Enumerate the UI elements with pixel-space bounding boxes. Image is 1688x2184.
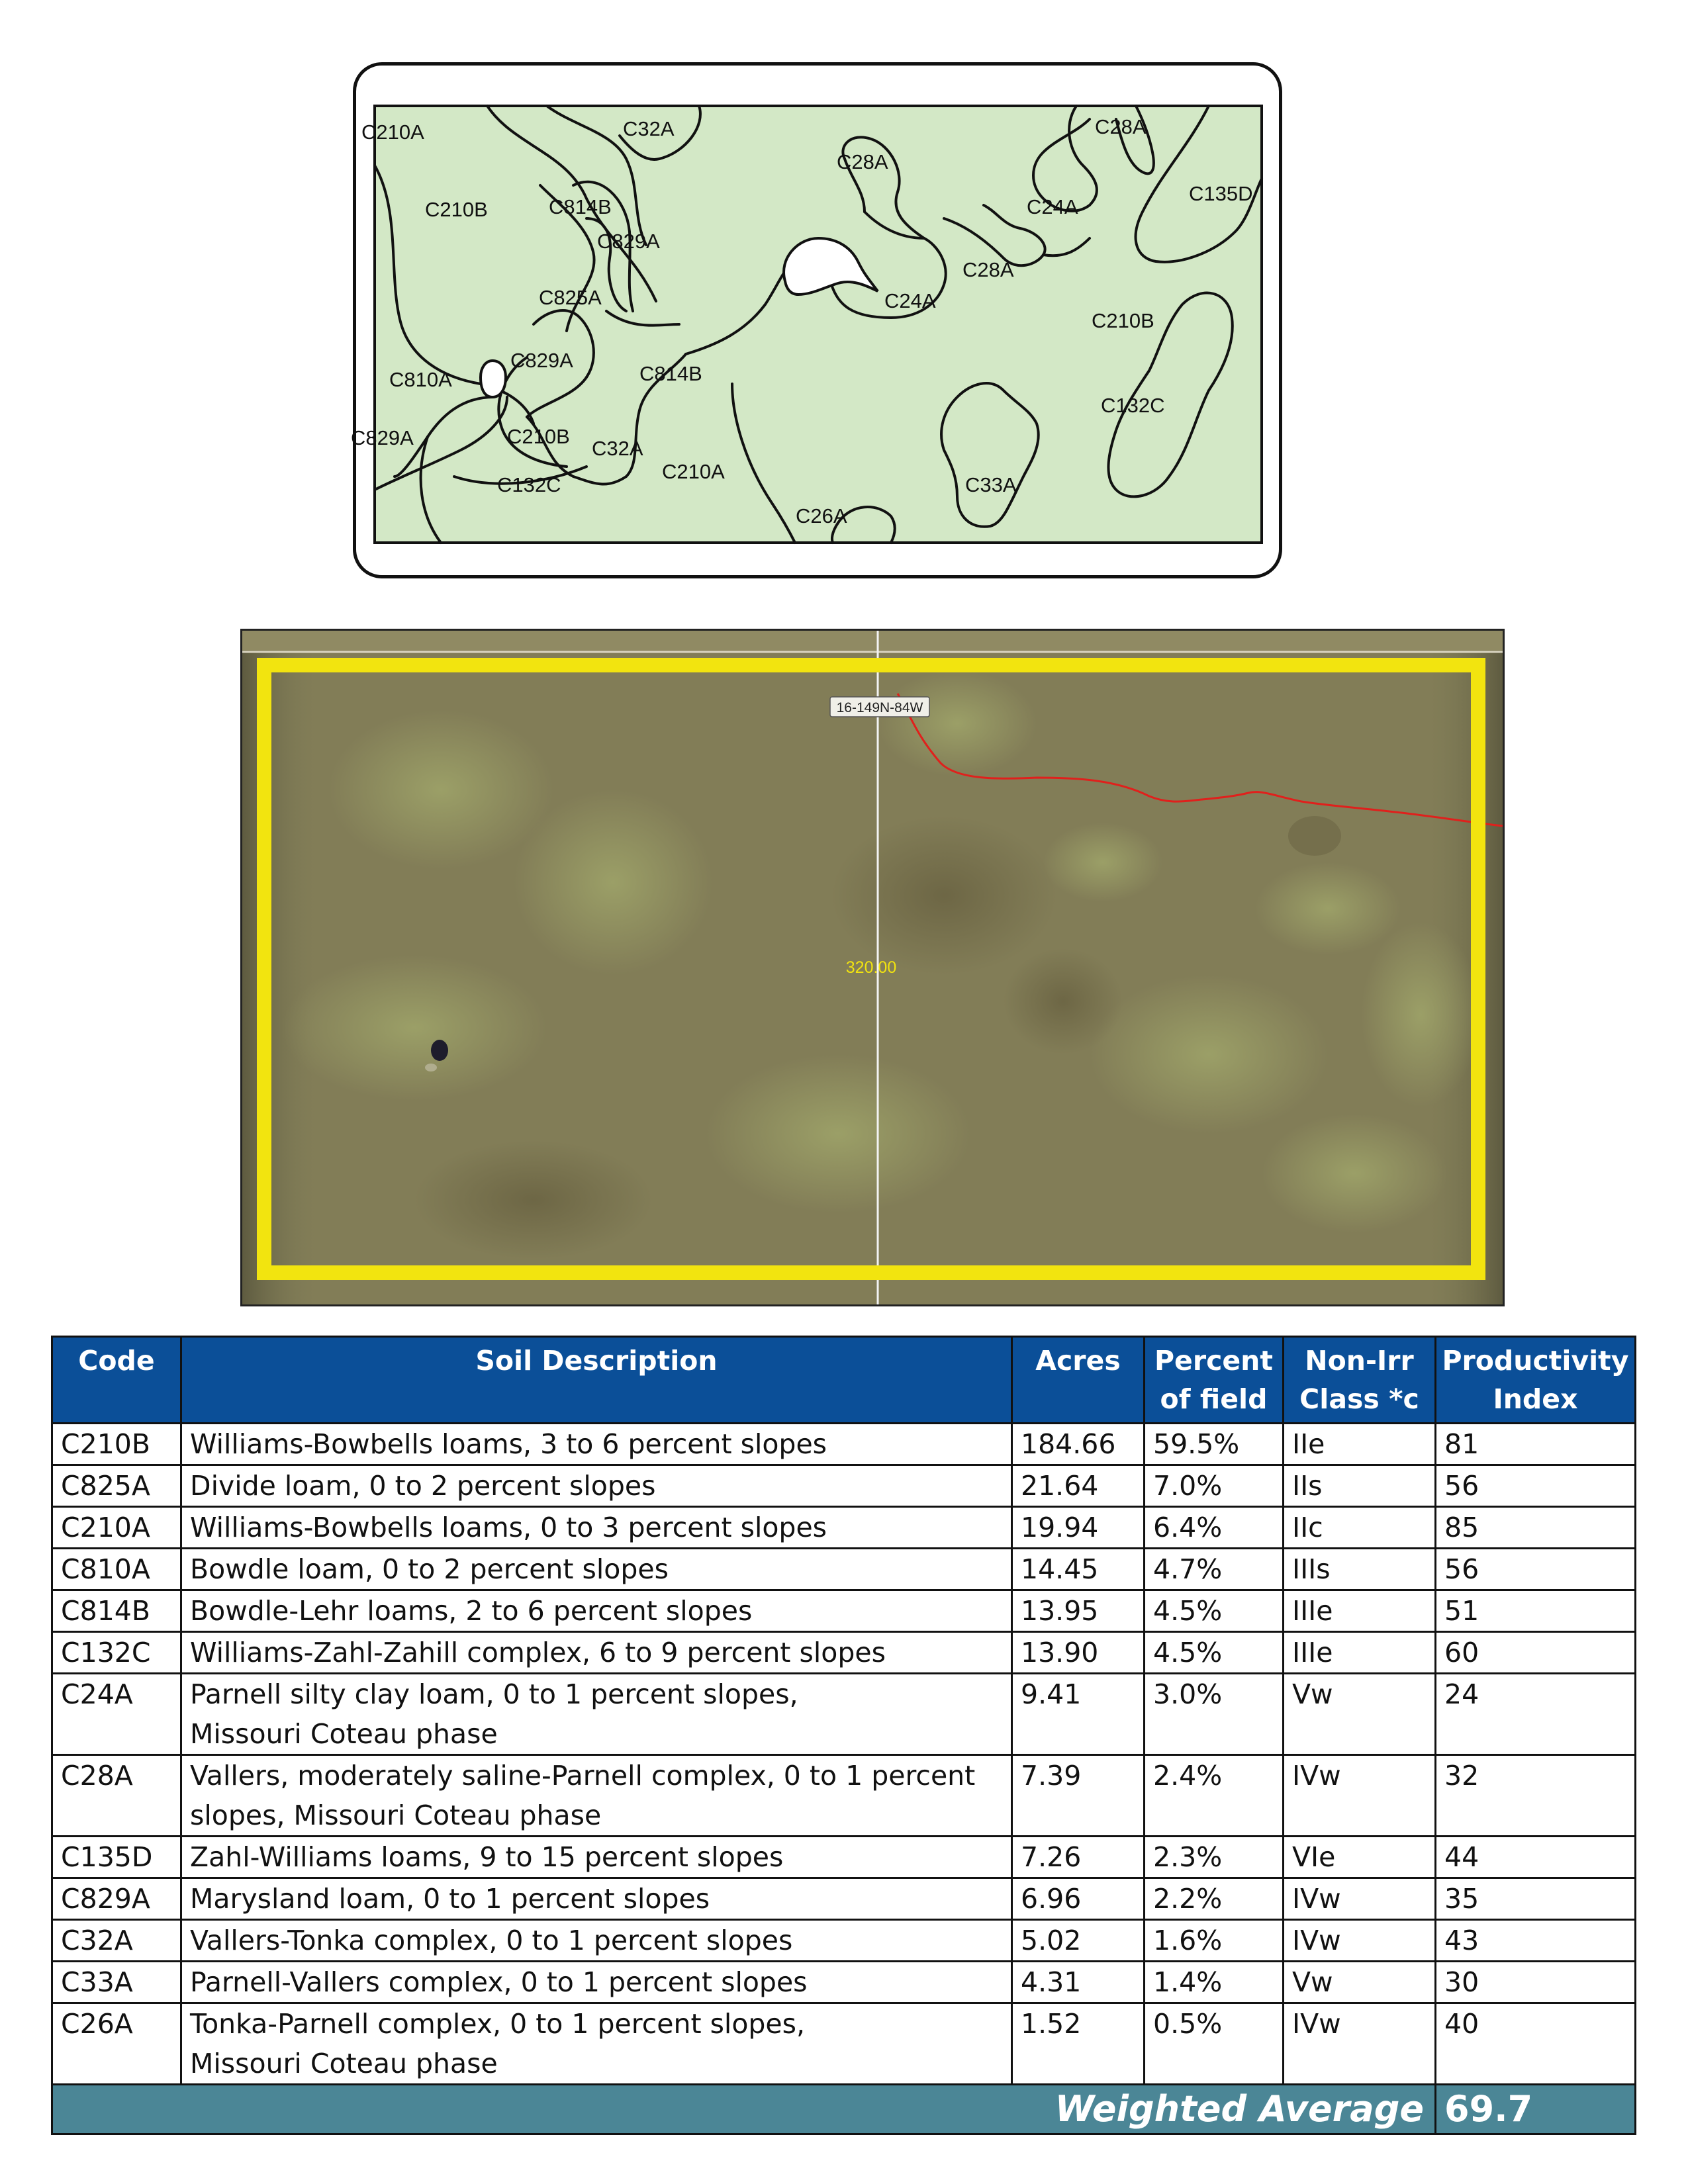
cell-description: Vallers-Tonka complex, 0 to 1 percent slopes: [181, 1920, 1012, 1962]
header-productivity-index: Productivity Index: [1436, 1337, 1636, 1424]
cell-code: C210B: [52, 1424, 181, 1465]
table-row: [52, 1549, 1636, 1590]
cell-class: IIIe: [1284, 1590, 1436, 1632]
cell-productivity-index: 85: [1436, 1507, 1636, 1549]
cell-description: Williams-Zahl-Zahill complex, 6 to 9 percent slopes: [181, 1632, 1012, 1674]
map-label-c32a: C32A: [623, 117, 675, 140]
map-label-c28a: C28A: [962, 258, 1014, 281]
map-label-c210b: C210B: [507, 425, 570, 448]
section-label: 16-149N-84W: [836, 700, 923, 715]
cell-description: Parnell silty clay loam, 0 to 1 percent slopes, Missouri Coteau phase: [181, 1674, 1012, 1755]
cell-acres: 21.64: [1012, 1465, 1145, 1507]
soil-map: [351, 106, 1262, 543]
cell-description: Tonka-Parnell complex, 0 to 1 percent slopes, Missouri Coteau phase: [181, 2003, 1012, 2085]
cell-acres: 13.95: [1012, 1590, 1145, 1632]
cell-productivity-index: 30: [1436, 1962, 1636, 2003]
map-label-c210a: C210A: [662, 460, 725, 483]
cell-class: IIe: [1284, 1424, 1436, 1465]
cell-productivity-index: 56: [1436, 1549, 1636, 1590]
cell-class: IIc: [1284, 1507, 1436, 1549]
cell-code: C32A: [52, 1920, 181, 1962]
cell-code: C28A: [52, 1755, 181, 1837]
table-row: [52, 1507, 1636, 1549]
table-row: [52, 1632, 1636, 1674]
map-label-c829a: C829A: [597, 230, 660, 253]
map-label-c210b: C210B: [425, 198, 488, 221]
cell-code: C33A: [52, 1962, 181, 2003]
header-code: Code: [52, 1337, 181, 1424]
map-label-c132c: C132C: [497, 473, 561, 496]
cell-productivity-index: 43: [1436, 1920, 1636, 1962]
map-label-c814b: C814B: [549, 195, 612, 218]
map-label-c32a: C32A: [592, 437, 643, 460]
cell-productivity-index: 35: [1436, 1878, 1636, 1920]
cell-productivity-index: 32: [1436, 1755, 1636, 1837]
map-label-c825a: C825A: [539, 286, 602, 309]
weighted-average-row: [52, 2085, 1636, 2134]
header-soil-description: Soil Description: [181, 1337, 1012, 1424]
cell-percent: 6.4%: [1145, 1507, 1284, 1549]
cell-percent: 2.2%: [1145, 1878, 1284, 1920]
cell-class: Vw: [1284, 1962, 1436, 2003]
weighted-average-label: Weighted Average: [52, 2085, 1436, 2134]
table-row: [52, 1962, 1636, 2003]
cell-productivity-index: 51: [1436, 1590, 1636, 1632]
cell-acres: 19.94: [1012, 1507, 1145, 1549]
cell-description: Bowdle-Lehr loams, 2 to 6 percent slopes: [181, 1590, 1012, 1632]
cell-code: C135D: [52, 1837, 181, 1878]
cell-description: Bowdle loam, 0 to 2 percent slopes: [181, 1549, 1012, 1590]
table-row: [52, 1590, 1636, 1632]
cell-percent: 2.3%: [1145, 1837, 1284, 1878]
cell-description: Zahl-Williams loams, 9 to 15 percent slopes: [181, 1837, 1012, 1878]
table-row: [52, 1755, 1636, 1837]
cell-code: C26A: [52, 2003, 181, 2085]
map-label-c33a: C33A: [965, 473, 1017, 496]
map-label-c26a: C26A: [796, 504, 847, 527]
map-label-c28a: C28A: [837, 150, 888, 173]
table-row: [52, 1674, 1636, 1755]
soil-table: [51, 1336, 1636, 2135]
cell-code: C814B: [52, 1590, 181, 1632]
cell-class: IIs: [1284, 1465, 1436, 1507]
map-label-c814b: C814B: [639, 362, 702, 385]
cell-code: C810A: [52, 1549, 181, 1590]
cell-class: IIIs: [1284, 1549, 1436, 1590]
cell-code: C829A: [52, 1878, 181, 1920]
cell-description: Vallers, moderately saline-Parnell complex, 0 to 1 percent slopes, Missouri Coteau phase: [181, 1755, 1012, 1837]
cell-percent: 7.0%: [1145, 1465, 1284, 1507]
cell-percent: 1.4%: [1145, 1962, 1284, 2003]
cell-productivity-index: 44: [1436, 1837, 1636, 1878]
cell-class: IVw: [1284, 1920, 1436, 1962]
cell-percent: 2.4%: [1145, 1755, 1284, 1837]
map-label-c829a: C829A: [510, 349, 573, 372]
map-label-c135d: C135D: [1189, 182, 1253, 205]
cell-percent: 4.5%: [1145, 1632, 1284, 1674]
cell-class: IVw: [1284, 1755, 1436, 1837]
cell-acres: 14.45: [1012, 1549, 1145, 1590]
table-row: [52, 1920, 1636, 1962]
cell-description: Williams-Bowbells loams, 0 to 3 percent slopes: [181, 1507, 1012, 1549]
cell-acres: 6.96: [1012, 1878, 1145, 1920]
cell-productivity-index: 40: [1436, 2003, 1636, 2085]
cell-acres: 4.31: [1012, 1962, 1145, 2003]
cell-acres: 13.90: [1012, 1632, 1145, 1674]
map-label-c24a: C24A: [1027, 195, 1078, 218]
cell-class: IVw: [1284, 1878, 1436, 1920]
cell-acres: 184.66: [1012, 1424, 1145, 1465]
cell-description: Williams-Bowbells loams, 3 to 6 percent slopes: [181, 1424, 1012, 1465]
cell-productivity-index: 24: [1436, 1674, 1636, 1755]
cell-acres: 7.39: [1012, 1755, 1145, 1837]
cell-percent: 4.5%: [1145, 1590, 1284, 1632]
cell-acres: 5.02: [1012, 1920, 1145, 1962]
cell-acres: 1.52: [1012, 2003, 1145, 2085]
map-label-c132c: C132C: [1101, 394, 1165, 417]
cell-code: C132C: [52, 1632, 181, 1674]
cell-acres: 9.41: [1012, 1674, 1145, 1755]
table-header-row: [52, 1337, 1636, 1424]
cell-description: Marysland loam, 0 to 1 percent slopes: [181, 1878, 1012, 1920]
weighted-average-value: 69.7: [1436, 2085, 1636, 2134]
cell-productivity-index: 56: [1436, 1465, 1636, 1507]
map-label-c810a: C810A: [389, 368, 452, 391]
table-row: [52, 1424, 1636, 1465]
cell-percent: 59.5%: [1145, 1424, 1284, 1465]
map-label-c24a: C24A: [884, 289, 936, 312]
table-row: [52, 1837, 1636, 1878]
cell-class: Vw: [1284, 1674, 1436, 1755]
cell-acres: 7.26: [1012, 1837, 1145, 1878]
cell-class: VIe: [1284, 1837, 1436, 1878]
cell-code: C210A: [52, 1507, 181, 1549]
cell-description: Divide loam, 0 to 2 percent slopes: [181, 1465, 1012, 1507]
cell-class: IVw: [1284, 2003, 1436, 2085]
map-label-c28a: C28A: [1095, 115, 1147, 138]
cell-productivity-index: 60: [1436, 1632, 1636, 1674]
table-row: [52, 2003, 1636, 2085]
map-label-c210b: C210B: [1092, 309, 1154, 332]
cell-productivity-index: 81: [1436, 1424, 1636, 1465]
acres-label: 320.00: [845, 958, 897, 977]
cell-percent: 0.5%: [1145, 2003, 1284, 2085]
map-label-c829a: C829A: [351, 426, 414, 449]
table-row: [52, 1465, 1636, 1507]
cell-percent: 3.0%: [1145, 1674, 1284, 1755]
cell-code: C825A: [52, 1465, 181, 1507]
cell-percent: 1.6%: [1145, 1920, 1284, 1962]
aerial-photo: [240, 629, 1505, 1306]
cell-percent: 4.7%: [1145, 1549, 1284, 1590]
cell-description: Parnell-Vallers complex, 0 to 1 percent slopes: [181, 1962, 1012, 2003]
header-acres: Acres: [1012, 1337, 1145, 1424]
cell-code: C24A: [52, 1674, 181, 1755]
table-row: [52, 1878, 1636, 1920]
header-percent-of-field: Percent of field: [1145, 1337, 1284, 1424]
cell-class: IIIe: [1284, 1632, 1436, 1674]
map-label-c210a: C210A: [361, 120, 424, 144]
header-non-irr-class: Non-Irr Class *c: [1284, 1337, 1436, 1424]
